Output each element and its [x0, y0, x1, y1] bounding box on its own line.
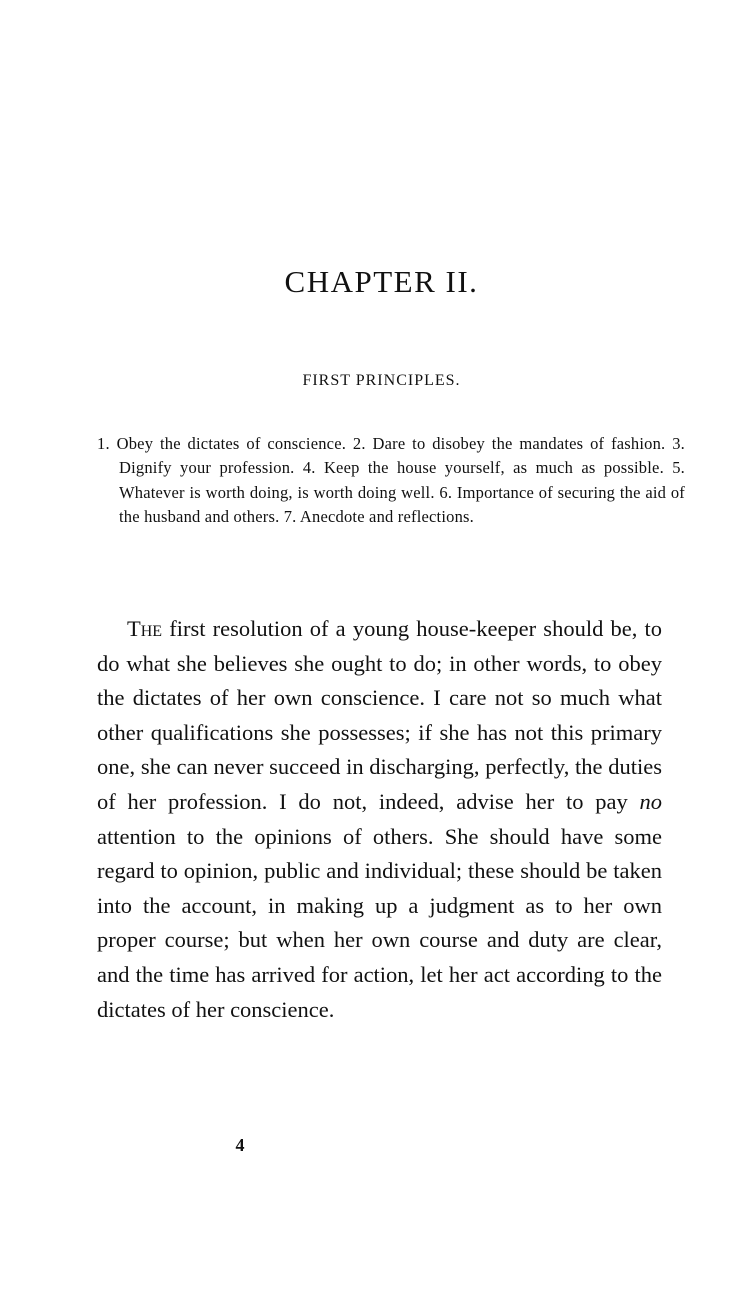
lead-word: The: [127, 616, 163, 641]
chapter-title: CHAPTER II.: [284, 264, 479, 299]
page-number: 4: [235, 1135, 245, 1155]
section-title: FIRST PRINCIPLES.: [302, 372, 461, 389]
body-paragraph: [97, 612, 662, 1027]
emphasized-word: no: [639, 788, 662, 814]
chapter-summary: 1. Obey the dictates of conscience. 2. Dare to disobey the mandates of fashion. 3. Dignify your profession. 4. Keep the house yourself, as much as possible. 5. Whatever is worth doing, is worth doing well. 6. Importance of securing the aid of the husband and others. 7. Anecdote and reflections.: [97, 434, 685, 527]
body-text-part-1: first resolution of a young house-keeper should be, to do what she believes she ought to do; in other words, to obey the dictates of her own conscience. I care not so much what other qualifications she possesses; if she has not this primary one, she can never succeed in discharging, perfectly, the duties of her profession. I do not, indeed, advise her to pay: [97, 616, 662, 814]
body-text-part-2: attention to the opinions of others. She should have some regard to opinion, public and individual; these should be taken into the account, in making up a judgment as to her own proper course; but when her own course and duty are clear, and the time has arrived for action, let her act according to the dictates of her conscience.: [97, 823, 662, 1022]
